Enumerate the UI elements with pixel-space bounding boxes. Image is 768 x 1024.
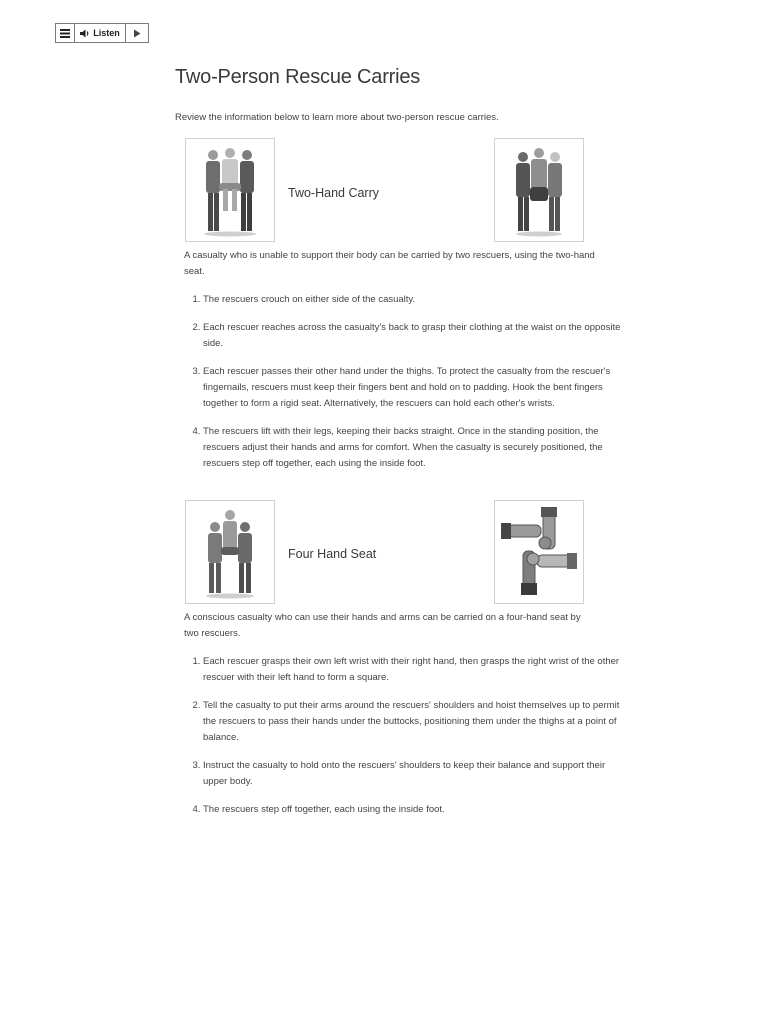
four-hand-seat-description: A conscious casualty who can use their hands and arms can be carried on a four-hand seat by two rescuers. <box>184 612 581 639</box>
list-item: 3. Instruct the casualty to hold onto the rescuers' shoulders to keep their balance and support their upper body. <box>203 758 623 790</box>
list-item: 1. Each rescuer grasps their own left wrist with their right hand, then grasps the right wrist of the other rescuer with their left hand to form a square. <box>203 654 623 686</box>
list-item: 2. Tell the casualty to put their arms around the rescuers' shoulders and hoist themselves up to permit the rescuers to pass their hands under the buttocks, positioning them under the thighs at a point of balance. <box>203 698 623 746</box>
rescuers-carrying-casualty-illustration <box>200 143 260 237</box>
play-button[interactable] <box>126 24 148 42</box>
rescuers-four-hand-seat-illustration <box>203 505 257 599</box>
two-hand-carry-front-image <box>185 138 275 242</box>
two-hand-carry-description: A casualty who is unable to support their body can be carried by two rescuers, using the two-hand seat. <box>184 250 595 277</box>
listen-toolbar <box>55 23 149 43</box>
four-hand-seat-hands-image <box>494 500 584 604</box>
list-item: 2. Each rescuer reaches across the casualty's back to grasp their clothing at the waist on the opposite side. <box>203 320 623 352</box>
interlocked-hands-illustration <box>499 505 579 599</box>
list-item: 1. The rescuers crouch on either side of the casualty. <box>203 292 623 308</box>
page-title: Two-Person Rescue Carries <box>175 66 421 88</box>
list-item: 3. Each rescuer passes their other hand under the thighs. To protect the casualty from the rescuer's fingernails, rescuers must keep their fingers bent and hold on to padding. Hook the bent fingers together to form a rigid seat. Alternatively, the rescuers can hold each other's wrists. <box>203 364 623 412</box>
four-hand-seat-steps <box>184 654 623 830</box>
section-heading-four-hand-seat: Four Hand Seat <box>288 547 377 561</box>
speaker-icon <box>80 29 90 38</box>
rescuers-back-view-illustration <box>513 143 565 237</box>
two-hand-carry-back-image <box>494 138 584 242</box>
list-item: 4. The rescuers lift with their legs, keeping their backs straight. Once in the standing position, the rescuers adjust their hands and arms for comfort. When the casualty is securely positioned, the rescuers step off together, each using the inside foot. <box>203 424 623 472</box>
four-hand-seat-people-image <box>185 500 275 604</box>
hamburger-menu-icon <box>60 29 70 38</box>
listen-button[interactable] <box>75 24 126 42</box>
intro-text: Review the information below to learn more about two-person rescue carries. <box>175 112 499 123</box>
play-icon <box>133 29 141 38</box>
section-heading-two-hand-carry: Two-Hand Carry <box>288 186 379 200</box>
listen-label: Listen <box>93 28 120 38</box>
list-item: 4. The rescuers step off together, each using the inside foot. <box>203 802 623 818</box>
two-hand-carry-steps <box>184 292 623 484</box>
menu-button[interactable] <box>56 24 75 42</box>
